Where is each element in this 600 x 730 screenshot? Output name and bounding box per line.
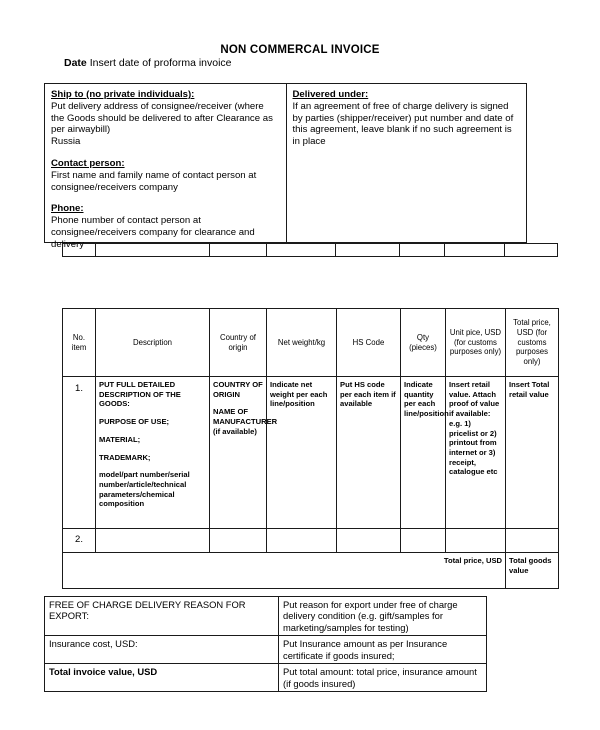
goods-header-row [63,309,559,377]
table-row [45,636,487,664]
ship-to-heading: Ship to (no private individuals): [51,89,195,100]
strip-cell[interactable] [336,244,400,256]
strip-cell[interactable] [400,244,445,256]
phone-heading: Phone: [51,203,84,215]
cell-hs-code[interactable]: Put HS code per each item if available [337,377,401,529]
paragraph: PUT FULL DETAILED DESCRIPTION OF THE GOODS: [99,380,181,409]
address-block [44,83,527,250]
contact-person-heading: Contact person: [51,157,125,169]
date-line [64,57,232,69]
table-row [45,664,487,692]
paragraph: NAME OF MANUFACTURER (if available) [213,407,278,436]
cell-total-price[interactable] [506,529,559,553]
phone-body: Phone number of contact person at consignee/receivers company for clearance and delivery [51,215,255,250]
cell-net-weight[interactable]: Indicate net weight per each line/position [267,377,337,529]
paragraph: model/part number/serial number/article/technical parameters/chemical composition [99,470,190,509]
cell-total-price[interactable]: Insert Total retail value [506,377,559,529]
total-price-label: Total price, USD [63,553,506,589]
summary-label-insurance-cost: Insurance cost, USD: [45,636,279,664]
contact-person-body: First name and family name of contact person at consignee/receivers company [51,169,257,193]
cell-hs-code[interactable] [337,529,401,553]
ship-to-cell[interactable] [45,84,287,250]
col-header-description: Description [96,309,210,377]
strip-cell[interactable] [96,244,210,256]
table-row [63,529,559,553]
strip-cell[interactable] [267,244,337,256]
col-header-net-weight: Net weight/kg [267,309,337,377]
cell-no-item: 1. [63,377,96,529]
spacer [99,409,206,417]
col-header-unit-price: Unit pice, USD (for customs purposes only) [446,309,506,377]
strip-cell[interactable] [505,244,558,256]
cell-net-weight[interactable] [267,529,337,553]
cell-qty[interactable] [401,529,446,553]
cell-description[interactable] [96,377,210,529]
table-row [45,597,487,636]
cell-country[interactable] [210,529,267,553]
col-header-total-price: Total price, USD (for customs purposes only) [506,309,559,377]
spacer [99,445,206,453]
col-header-country: Country of origin [210,309,267,377]
paragraph: MATERIAL; [99,434,141,444]
delivered-under-heading: Delivered under: [292,89,369,100]
cell-no-item: 2. [63,529,96,553]
summary-value-insurance-cost[interactable]: Put Insurance amount as per Insurance certificate if goods insured; [279,636,487,664]
summary-value-total-invoice-value[interactable]: Put total amount: total price, insurance amount (if goods insured) [279,664,487,692]
cell-description[interactable] [96,529,210,553]
col-header-hs-code: HS Code [337,309,401,377]
strip-cell[interactable] [63,244,96,256]
cell-unit-price[interactable] [446,529,506,553]
col-header-no-item: No. item [63,309,96,377]
goods-table [62,308,559,589]
total-goods-value[interactable]: Total goods value [506,553,559,589]
ship-to-country: Russia [51,136,81,148]
cell-country[interactable] [210,377,278,529]
page-title: NON COMMERCAL INVOICE [220,44,380,56]
goods-total-row [63,553,559,589]
summary-table [44,596,487,692]
spacer [99,427,206,435]
delivered-under-cell[interactable] [287,84,527,242]
summary-label-reason-for-export: FREE OF CHARGE DELIVERY REASON FOR EXPORT: [45,597,279,636]
summary-label-total-invoice-value: Total invoice value, USD [45,664,279,692]
col-header-qty: Qty (pieces) [401,309,446,377]
summary-value-reason-for-export[interactable]: Put reason for export under free of charge delivery condition (e.g. gift/samples for marketing/samples for testing) [279,597,487,636]
delivered-under-body: If an agreement of free of charge delivery is signed by parties (shipper/receiver) put number and date of this agreement, leave blank if no such agreement is in place [292,100,514,148]
date-value: Insert date of proforma invoice [89,57,232,69]
strip-cell[interactable] [210,244,267,256]
cell-unit-price[interactable]: Insert retail value. Attach proof of value if available: e.g. 1) pricelist or 2) printout from internet or 3) receipt, catalogue etc [446,377,506,529]
table-row [63,377,559,529]
spacer [213,399,263,407]
paragraph: COUNTRY OF ORIGIN [213,380,263,399]
ship-to-body: Put delivery address of consignee/receiver (where the Goods should be delivered to after Clearance as per airwaybill) [51,100,273,136]
paragraph: TRADEMARK; [99,452,151,462]
spacer [51,148,280,158]
empty-strip-row [62,243,558,257]
spacer [99,462,206,470]
date-label: Date [64,57,87,69]
strip-cell[interactable] [445,244,505,256]
spacer [51,193,280,203]
paragraph: PURPOSE OF USE; [99,417,170,427]
cell-qty[interactable]: Indicate quantity per each line/position [401,377,446,529]
